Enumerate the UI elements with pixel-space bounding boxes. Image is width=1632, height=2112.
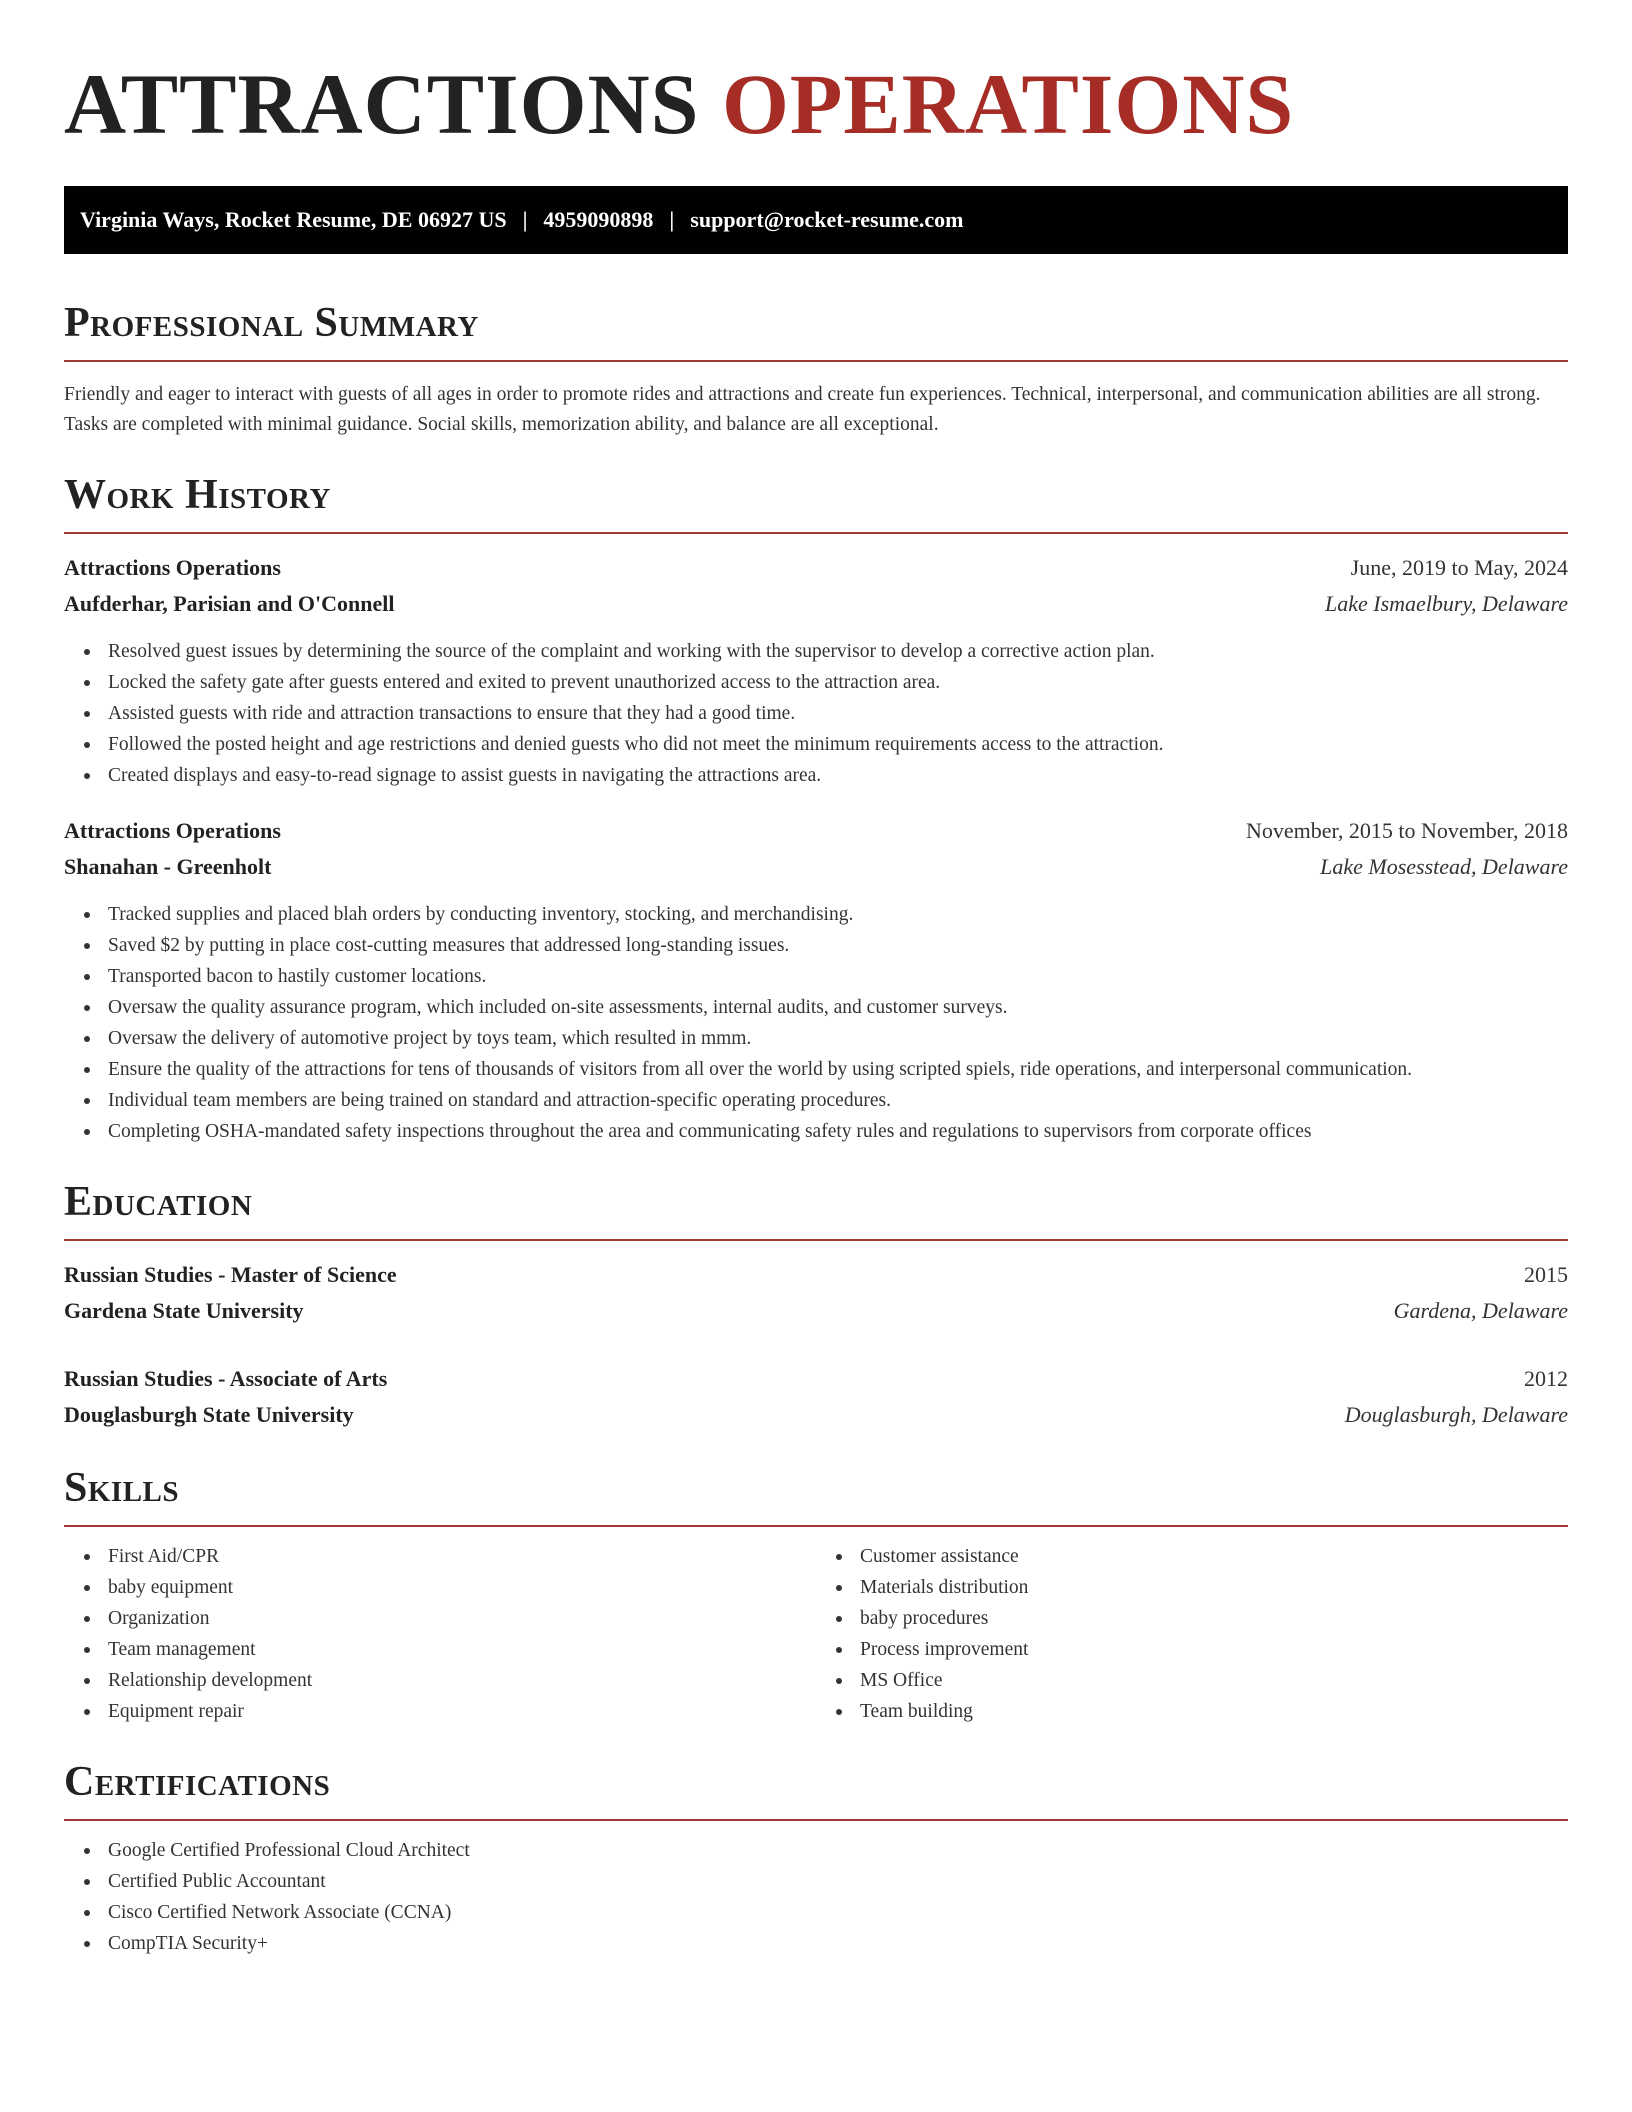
- job-duty: Assisted guests with ride and attraction transactions to ensure that they had a good time.: [108, 698, 1568, 729]
- skill-item: Relationship development: [108, 1665, 816, 1696]
- job-company: Shanahan - Greenholt: [64, 854, 272, 879]
- contact-separator: |: [669, 207, 675, 232]
- certification-item: CompTIA Security+: [108, 1928, 1568, 1959]
- skill-item: baby procedures: [860, 1603, 1568, 1634]
- education-school-row: [64, 1293, 1568, 1329]
- skill-item: Materials distribution: [860, 1572, 1568, 1603]
- section-heading-work-history: Work History: [64, 472, 331, 518]
- education-school-row: [64, 1397, 1568, 1433]
- section-divider: [64, 1819, 1568, 1821]
- skill-item: Equipment repair: [108, 1696, 816, 1727]
- section-heading-skills: Skills: [64, 1465, 180, 1511]
- contact-email: support@rocket-resume.com: [690, 207, 964, 232]
- section-divider: [64, 532, 1568, 534]
- job-entry: [64, 550, 1568, 791]
- summary-section: [64, 298, 1568, 440]
- skill-item: Process improvement: [860, 1634, 1568, 1665]
- skills-list-right: [816, 1541, 1568, 1727]
- skills-list-left: [64, 1541, 816, 1727]
- job-company-row: [64, 849, 1568, 885]
- education-section: [64, 1177, 1568, 1433]
- name-last: OPERATIONS: [721, 56, 1295, 152]
- education-entry: [64, 1257, 1568, 1329]
- section-divider: [64, 1239, 1568, 1241]
- skill-item: Organization: [108, 1603, 816, 1634]
- contact-separator: |: [522, 207, 528, 232]
- contact-bar: [64, 186, 1568, 254]
- education-degree: Russian Studies - Master of Science: [64, 1262, 397, 1287]
- summary-text: Friendly and eager to interact with guests of all ages in order to promote rides and attractions and create fun experiences. Technical, interpersonal, and communication abilities are all strong. Tasks are completed with minimal guidance. Social skills, memorization ability, and balance are all exceptional.: [64, 384, 1541, 435]
- job-dates: November, 2015 to November, 2018: [1245, 818, 1568, 843]
- resume-title: [64, 52, 1568, 156]
- skill-item: baby equipment: [108, 1572, 816, 1603]
- job-duty: Individual team members are being trained on standard and attraction-specific operating procedures.: [108, 1085, 1568, 1116]
- certification-item: Cisco Certified Network Associate (CCNA): [108, 1897, 1568, 1928]
- job-location: Lake Ismaelbury, Delaware: [1325, 591, 1568, 616]
- education-year: 2012: [1524, 1366, 1568, 1391]
- job-duty: Transported bacon to hastily customer locations.: [108, 961, 1568, 992]
- job-duty: Created displays and easy-to-read signage to assist guests in navigating the attractions area.: [108, 760, 1568, 791]
- certification-item: Google Certified Professional Cloud Architect: [108, 1835, 1568, 1866]
- contact-address: Virginia Ways, Rocket Resume, DE 06927 US: [80, 207, 507, 232]
- job-entry: [64, 813, 1568, 1147]
- job-duties-list: [64, 636, 1568, 791]
- certification-item: Certified Public Accountant: [108, 1866, 1568, 1897]
- skill-item: Customer assistance: [860, 1541, 1568, 1572]
- education-degree-row: [64, 1257, 1568, 1293]
- job-dates: June, 2019 to May, 2024: [1350, 555, 1568, 580]
- education-school: Douglasburgh State University: [64, 1402, 354, 1427]
- job-duty: Oversaw the quality assurance program, which included on-site assessments, internal audits, and customer surveys.: [108, 992, 1568, 1023]
- skill-item: MS Office: [860, 1665, 1568, 1696]
- job-title: Attractions Operations: [64, 555, 281, 580]
- education-location: Douglasburgh, Delaware: [1344, 1402, 1568, 1427]
- name-first: ATTRACTIONS: [64, 56, 700, 152]
- section-divider: [64, 1525, 1568, 1527]
- work-history-section: [64, 470, 1568, 1147]
- job-title: Attractions Operations: [64, 818, 281, 843]
- skill-item: First Aid/CPR: [108, 1541, 816, 1572]
- job-duties-list: [64, 899, 1568, 1147]
- job-duty: Saved $2 by putting in place cost-cutting measures that addressed long-standing issues.: [108, 930, 1568, 961]
- section-divider: [64, 360, 1568, 362]
- job-company: Aufderhar, Parisian and O'Connell: [64, 591, 395, 616]
- job-duty: Completing OSHA-mandated safety inspections throughout the area and communicating safety rules and regulations to supervisors from corporate offices: [108, 1116, 1568, 1147]
- job-header-row: [64, 813, 1568, 849]
- education-school: Gardena State University: [64, 1298, 304, 1323]
- education-degree: Russian Studies - Associate of Arts: [64, 1366, 388, 1391]
- education-degree-row: [64, 1361, 1568, 1397]
- section-heading-education: Education: [64, 1179, 253, 1225]
- contact-phone: 4959090898: [543, 207, 654, 232]
- job-location: Lake Mosesstead, Delaware: [1320, 854, 1568, 879]
- education-entry: [64, 1361, 1568, 1433]
- job-duty: Resolved guest issues by determining the source of the complaint and working with the supervisor to develop a corrective action plan.: [108, 636, 1568, 667]
- job-duty: Tracked supplies and placed blah orders by conducting inventory, stocking, and merchandising.: [108, 899, 1568, 930]
- section-heading-summary: Professional Summary: [64, 300, 479, 346]
- education-year: 2015: [1524, 1262, 1568, 1287]
- skills-section: [64, 1463, 1568, 1727]
- job-duty: Followed the posted height and age restrictions and denied guests who did not meet the minimum requirements access to the attraction.: [108, 729, 1568, 760]
- job-company-row: [64, 586, 1568, 622]
- skill-item: Team building: [860, 1696, 1568, 1727]
- skills-grid: [64, 1541, 1568, 1727]
- job-duty: Locked the safety gate after guests entered and exited to prevent unauthorized access to the attraction area.: [108, 667, 1568, 698]
- job-duty: Ensure the quality of the attractions for tens of thousands of visitors from all over the world by using scripted spiels, ride operations, and interpersonal communication.: [108, 1054, 1568, 1085]
- section-heading-certifications: Certifications: [64, 1759, 331, 1805]
- skill-item: Team management: [108, 1634, 816, 1665]
- job-duty: Oversaw the delivery of automotive project by toys team, which resulted in mmm.: [108, 1023, 1568, 1054]
- certifications-list: [64, 1835, 1568, 1959]
- certifications-section: [64, 1757, 1568, 1959]
- education-location: Gardena, Delaware: [1393, 1298, 1568, 1323]
- job-header-row: [64, 550, 1568, 586]
